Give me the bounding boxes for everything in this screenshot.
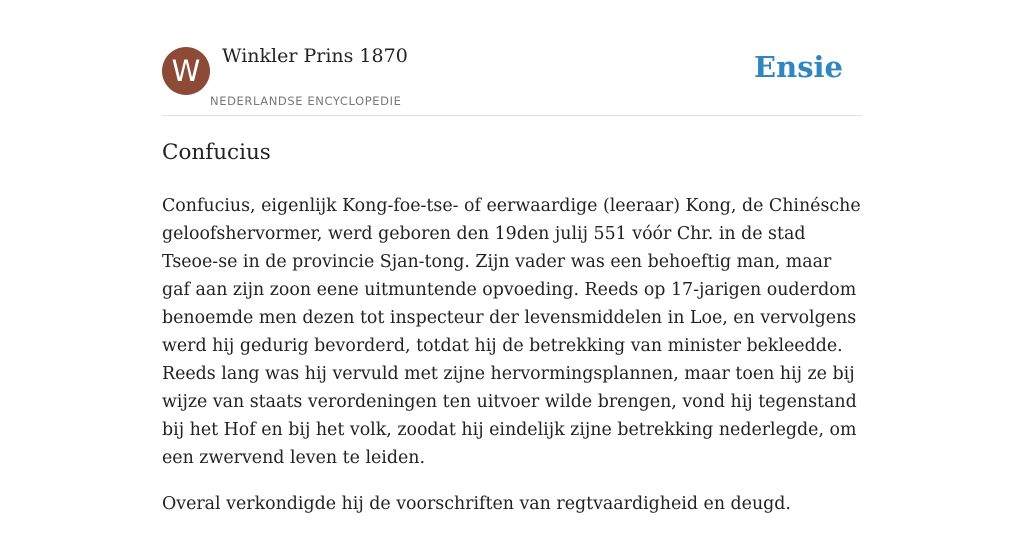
source-subtitle: NEDERLANDSE ENCYCLOPEDIE	[210, 94, 402, 108]
source-title-link[interactable]: Winkler Prins 1870	[222, 45, 408, 67]
article-body	[162, 192, 862, 536]
article-title: Confucius	[162, 140, 271, 165]
article-paragraph: Confucius, eigenlijk Kong-foe-tse- of eerwaardige (leeraar) Kong, de Chinésche geloofshervormer, werd geboren den 19den julij 551 vóór Chr. in de stad Tseoe-se in de provincie Sjan-tong. Zijn vader was een behoeftig man, maar gaf aan zijn zoon eene uitmuntende opvoeding. Reeds op 17-jarigen ouderdom benoemde men dezen tot inspecteur der levensmiddelen in Loe, en vervolgens werd hij gedurig bevorderd, totdat hij de betrekking van minister bekleedde. Reeds lang was hij vervuld met zijne hervormingsplannen, maar toen hij ze bij wijze van staats verordeningen ten uitvoer wilde brengen, vond hij tegenstand bij het Hof en bij het volk, zoodat hij eindelijk zijne betrekking nederlegde, om een zwervend leven te leiden.	[162, 196, 861, 468]
article-paragraph: Overal verkondigde hij de voorschriften van regtvaardigheid en deugd.	[162, 494, 791, 514]
page	[162, 0, 862, 512]
ensie-logo-link[interactable]: Ensie	[754, 50, 843, 84]
source-avatar[interactable]: W	[162, 47, 210, 95]
header-divider	[162, 115, 862, 116]
